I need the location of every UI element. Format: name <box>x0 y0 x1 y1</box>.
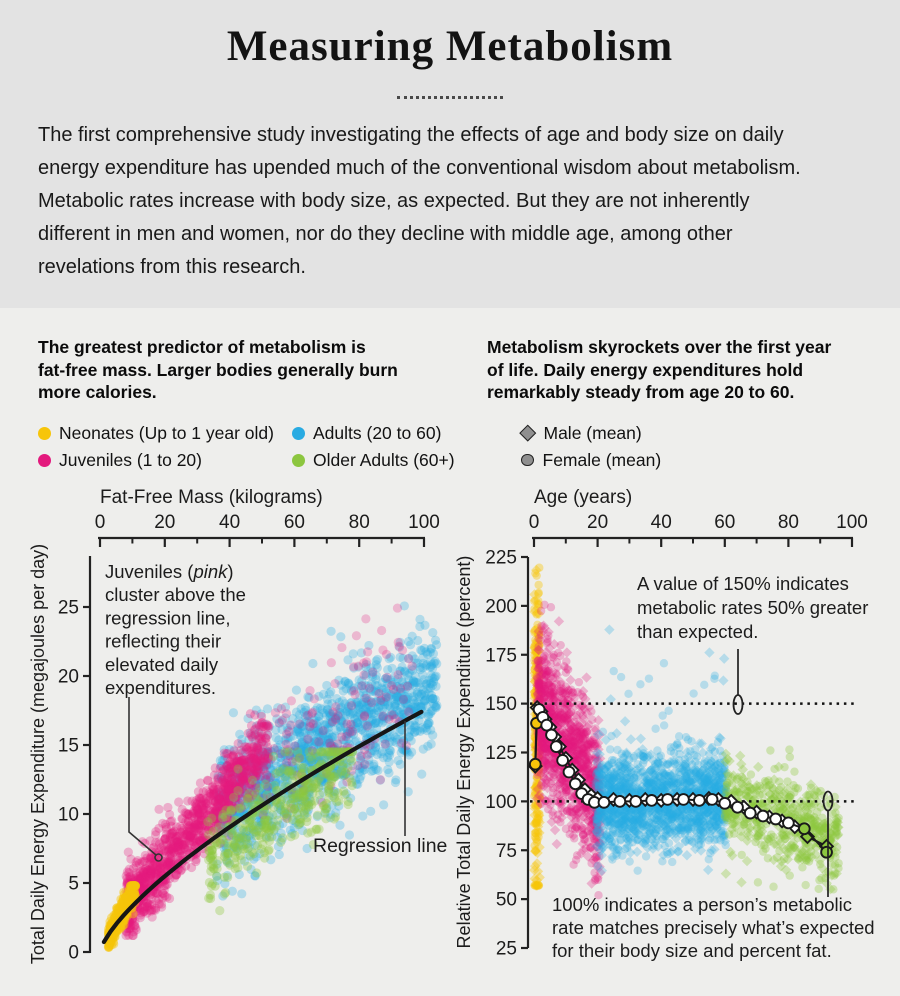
scatter-point <box>223 839 232 848</box>
scatter-point <box>349 662 358 671</box>
scatter-point <box>292 685 301 694</box>
right-y-axis-tick-label: 125 <box>485 743 517 764</box>
scatter-point <box>160 846 169 855</box>
scatter-point <box>154 805 163 814</box>
scatter-point <box>352 631 361 640</box>
scatter-point <box>173 843 182 852</box>
scatter-point <box>240 844 249 853</box>
scatter-point <box>139 878 148 887</box>
scatter-point <box>361 614 370 623</box>
scatter-point <box>125 865 134 874</box>
scatter-point <box>344 797 353 806</box>
left-y-axis-tick-label: 10 <box>57 804 79 826</box>
scatter-point <box>191 857 200 866</box>
scatter-point <box>248 776 257 785</box>
scatter-point <box>408 662 417 671</box>
right-chart-heading: Metabolism skyrockets over the first year of life. Daily energy expenditures hold remarkably steady from age 20 to 60. <box>487 337 832 402</box>
scatter-point <box>221 806 230 815</box>
scatter-point <box>204 776 213 785</box>
scatter-point <box>305 686 314 695</box>
scatter-point <box>280 807 289 816</box>
scatter-point <box>274 767 283 776</box>
intro-line: energy expenditure has upended much of the conventional wisdom about metabolism. <box>38 157 801 179</box>
scatter-point <box>394 638 403 647</box>
left-y-axis-tick-label: 5 <box>68 873 79 895</box>
scatter-point <box>296 789 305 798</box>
right-y-axis-tick-label: 225 <box>485 547 517 569</box>
scatter-point <box>544 631 552 639</box>
scatter-point <box>419 745 428 754</box>
scatter-point <box>584 743 592 751</box>
scatter-point <box>535 661 543 669</box>
scatter-point <box>556 711 564 719</box>
annotation-text: Regression line <box>313 835 448 857</box>
scatter-point <box>432 659 441 668</box>
scatter-point <box>336 632 345 641</box>
scatter-point <box>275 850 284 859</box>
scatter-point <box>233 863 242 872</box>
scatter-point <box>239 755 248 764</box>
scatter-point <box>417 770 426 779</box>
scatter-point <box>535 815 543 823</box>
scatter-point <box>387 681 396 690</box>
left-chart-heading: The greatest predictor of metabolism is fat-free mass. Larger bodies generally burn more calories. <box>38 337 398 402</box>
scatter-point <box>383 765 392 774</box>
annotation-text: expenditures. <box>105 677 217 698</box>
scatter-point <box>277 704 286 713</box>
scatter-point <box>284 727 293 736</box>
scatter-point <box>218 776 227 785</box>
scatter-point <box>309 719 318 728</box>
scatter-point <box>233 764 242 773</box>
legend-item-female-mean: Female (mean) <box>520 449 661 471</box>
scatter-point <box>534 581 542 589</box>
annotation-text: Juveniles (pink) <box>105 561 234 582</box>
annotation-text: cluster above the <box>105 584 246 606</box>
scatter-point <box>163 803 172 812</box>
scatter-point <box>151 830 160 839</box>
scatter-point <box>432 703 441 712</box>
page-title: Measuring Metabolism <box>226 23 674 70</box>
left-y-axis-tick-label: 0 <box>68 942 79 964</box>
right-x-axis <box>529 487 868 547</box>
scatter-point <box>327 658 336 667</box>
scatter-point <box>415 622 424 631</box>
scatter-point <box>570 834 578 842</box>
left-x-axis-title: Fat-Free Mass (kilograms) <box>100 487 323 508</box>
right-y-axis-tick-label: 150 <box>485 694 517 716</box>
scatter-point <box>258 840 267 849</box>
scatter-point <box>183 796 192 805</box>
scatter-point <box>253 743 262 752</box>
scatter-point <box>553 815 561 823</box>
scatter-point <box>382 673 391 682</box>
scatter-point <box>387 710 396 719</box>
right-x-axis-tick-label: 60 <box>714 512 736 533</box>
scatter-point <box>313 811 322 820</box>
legend-item-adults: Adults (20 to 60) <box>292 422 441 444</box>
scatter-point <box>165 894 174 903</box>
left-x-axis-tick-label: 60 <box>283 512 305 533</box>
scatter-point <box>345 773 354 782</box>
scatter-point <box>337 643 346 652</box>
scatter-point <box>377 626 386 635</box>
scatter-point <box>369 766 378 775</box>
left-x-axis-tick-label: 40 <box>219 512 241 533</box>
scatter-point <box>382 692 391 701</box>
left-x-axis-tick-label: 80 <box>348 512 370 533</box>
scatter-point <box>295 719 304 728</box>
scatter-point <box>296 815 305 824</box>
scatter-point <box>549 760 557 768</box>
scatter-point <box>393 603 402 612</box>
scatter-point <box>358 811 367 820</box>
scatter-point <box>554 649 562 657</box>
scatter-point <box>552 680 560 688</box>
scatter-point <box>360 711 369 720</box>
scatter-point <box>223 754 232 763</box>
scatter-point <box>237 889 246 898</box>
scatter-point <box>201 794 210 803</box>
scatter-point <box>359 670 368 679</box>
scatter-point <box>260 766 269 775</box>
scatter-point <box>311 783 320 792</box>
intro-line: revelations from this research. <box>38 256 306 278</box>
right-x-axis-tick-label: 80 <box>777 512 799 533</box>
scatter-point <box>258 730 267 739</box>
scatter-point <box>396 684 405 693</box>
scatter-point <box>428 694 437 703</box>
scatter-point <box>307 800 316 809</box>
scatter-point <box>210 803 219 812</box>
scatter-point <box>319 801 328 810</box>
right-y-axis-tick-label: 100 <box>485 791 517 813</box>
scatter-point <box>549 784 557 792</box>
scatter-point <box>426 648 435 657</box>
scatter-point <box>255 783 264 792</box>
scatter-point <box>322 681 331 690</box>
scatter-point <box>575 678 583 686</box>
scatter-point <box>399 695 408 704</box>
scatter-point <box>189 837 198 846</box>
right-x-axis-tick-label: 40 <box>650 512 672 533</box>
scatter-point <box>347 701 356 710</box>
scatter-point <box>132 858 141 867</box>
scatter-point <box>293 747 302 756</box>
right-y-axis-tick-label: 50 <box>495 889 517 911</box>
scatter-point <box>547 603 555 611</box>
scatter-point <box>215 906 224 915</box>
left-x-axis <box>95 487 440 547</box>
scatter-point <box>321 814 330 823</box>
left-y-axis-tick-label: 25 <box>57 597 79 619</box>
scatter-point <box>198 808 207 817</box>
scatter-point <box>251 755 260 764</box>
scatter-point <box>166 857 175 866</box>
scatter-point <box>534 643 542 651</box>
scatter-point <box>190 824 199 833</box>
scatter-point <box>402 741 411 750</box>
scatter-point <box>427 739 436 748</box>
right-y-axis-tick-label: 75 <box>495 840 517 862</box>
annotation-text: reflecting their <box>105 630 222 652</box>
intro-line: different in men and women, nor do they decline with middle age, among other <box>38 223 733 245</box>
scatter-point <box>308 659 317 668</box>
scatter-point <box>115 904 124 913</box>
scatter-point <box>368 668 377 677</box>
scatter-point <box>192 800 201 809</box>
scatter-point <box>398 646 407 655</box>
scatter-point <box>221 888 230 897</box>
scatter-point <box>220 873 229 882</box>
scatter-point <box>381 739 390 748</box>
left-x-axis-tick-label: 20 <box>154 512 176 533</box>
scatter-point <box>552 839 562 849</box>
scatter-point <box>123 897 132 906</box>
annotation-text: regression line, <box>105 607 231 629</box>
scatter-point <box>532 829 540 837</box>
scatter-point <box>307 709 316 718</box>
scatter-point <box>384 700 393 709</box>
left-y-axis-tick-label: 20 <box>57 666 79 688</box>
scatter-point <box>537 607 545 615</box>
scatter-point <box>540 676 548 684</box>
scatter-point <box>385 757 394 766</box>
scatter-point <box>222 855 231 864</box>
right-y-axis-tick-label: 200 <box>485 596 517 618</box>
scatter-point <box>319 726 328 735</box>
scatter-point <box>284 747 293 756</box>
scatter-point <box>124 848 133 857</box>
scatter-point <box>419 675 428 684</box>
scatter-point <box>376 775 385 784</box>
legend-item-male-mean: Male (mean) <box>520 422 642 444</box>
scatter-point <box>424 710 433 719</box>
right-x-axis-tick-label: 100 <box>836 512 868 533</box>
scatter-point <box>214 784 223 793</box>
scatter-point <box>275 718 284 727</box>
scatter-point <box>330 814 339 823</box>
scatter-point <box>333 770 342 779</box>
scatter-point <box>213 864 222 873</box>
scatter-point <box>569 860 577 868</box>
scatter-point <box>330 679 339 688</box>
left-x-axis-tick-label: 100 <box>408 512 440 533</box>
scatter-point <box>588 716 596 724</box>
left-y-axis-tick-label: 15 <box>57 735 79 757</box>
legend-item-juveniles: Juveniles (1 to 20) <box>38 449 202 471</box>
scatter-point <box>229 708 238 717</box>
legend-item-older-adults: Older Adults (60+) <box>292 449 455 471</box>
right-scatter-cluster-adults <box>591 624 731 875</box>
scatter-point <box>312 824 321 833</box>
scatter-point <box>378 645 387 654</box>
scatter-point <box>574 750 582 758</box>
scatter-point <box>296 797 305 806</box>
scatter-point <box>548 769 556 777</box>
scatter-point <box>361 694 370 703</box>
scatter-point <box>334 796 343 805</box>
scatter-point <box>272 733 281 742</box>
scatter-point <box>379 800 388 809</box>
scatter-point <box>332 694 341 703</box>
scatter-point <box>246 709 255 718</box>
scatter-point <box>247 721 256 730</box>
scatter-point <box>574 809 582 817</box>
intro-line: Metabolic rates increase with body size, as expected. But they are not inherently <box>38 190 750 212</box>
scatter-point <box>363 647 372 656</box>
scatter-point <box>162 838 171 847</box>
scatter-point <box>285 766 294 775</box>
scatter-point <box>562 825 570 833</box>
intro-line: The first comprehensive study investigating the effects of age and body size on daily <box>38 124 784 146</box>
scatter-point <box>389 731 398 740</box>
scatter-point <box>591 876 599 884</box>
scatter-point <box>413 636 422 645</box>
scatter-point <box>215 839 224 848</box>
scatter-point <box>316 704 325 713</box>
scatter-point <box>129 881 138 890</box>
left-y-axis <box>28 544 90 964</box>
scatter-point <box>326 627 335 636</box>
legend-item-neonates: Neonates (Up to 1 year old) <box>38 422 274 444</box>
scatter-point <box>204 846 213 855</box>
scatter-point <box>348 727 357 736</box>
scatter-point <box>229 793 238 802</box>
annotation-text: elevated daily <box>105 653 219 675</box>
scatter-point <box>245 765 254 774</box>
scatter-point <box>287 696 296 705</box>
scatter-point <box>362 657 371 666</box>
scatter-point <box>310 694 319 703</box>
scatter-point <box>394 670 403 679</box>
scatter-point <box>340 677 349 686</box>
right-x-axis-tick-label: 0 <box>528 512 540 533</box>
scatter-point <box>358 681 367 690</box>
right-y-axis-tick-label: 175 <box>485 645 517 667</box>
scatter-point <box>360 760 369 769</box>
scatter-point <box>373 750 382 759</box>
scatter-point <box>269 752 278 761</box>
scatter-point <box>252 868 261 877</box>
right-y-axis <box>454 548 528 960</box>
scatter-point <box>428 628 437 637</box>
right-x-axis-title: Age (years) <box>534 487 633 508</box>
scatter-point <box>257 821 266 830</box>
scatter-point <box>363 721 372 730</box>
scatter-point <box>339 786 348 795</box>
scatter-point <box>236 746 245 755</box>
left-x-axis-tick-label: 0 <box>94 512 106 533</box>
scatter-point <box>182 830 191 839</box>
scatter-point <box>349 649 358 658</box>
scatter-point <box>328 717 337 726</box>
scatter-point <box>534 589 542 597</box>
right-y-axis-title: Relative Total Daily Energy Expenditure (percent) <box>454 555 474 949</box>
scatter-point <box>366 807 375 816</box>
scatter-point <box>350 690 359 699</box>
scatter-point <box>391 775 400 784</box>
scatter-point <box>363 751 372 760</box>
scatter-point <box>534 881 542 889</box>
right-x-axis-tick-label: 20 <box>587 512 609 533</box>
scatter-point <box>328 708 337 717</box>
scatter-point <box>234 804 243 813</box>
scatter-point <box>535 564 543 572</box>
scatter-point <box>394 756 403 765</box>
scatter-point <box>575 722 583 730</box>
scatter-point <box>206 890 215 899</box>
scatter-point <box>286 832 295 841</box>
scatter-point <box>554 616 564 626</box>
scatter-point <box>314 737 323 746</box>
scatter-point <box>203 817 212 826</box>
scatter-point <box>276 838 285 847</box>
scatter-point <box>273 816 282 825</box>
scatter-point <box>235 834 244 843</box>
scatter-point <box>324 785 333 794</box>
scatter-point <box>305 747 314 756</box>
scatter-point <box>168 828 177 837</box>
left-y-axis-title: Total Daily Energy Expenditure (megajoules per day) <box>28 543 48 965</box>
right-y-axis-tick-label: 25 <box>495 938 517 960</box>
scatter-point <box>578 764 586 772</box>
scatter-point <box>582 728 590 736</box>
scatter-point <box>208 879 217 888</box>
scatter-point <box>303 734 312 743</box>
scatter-point <box>304 782 313 791</box>
